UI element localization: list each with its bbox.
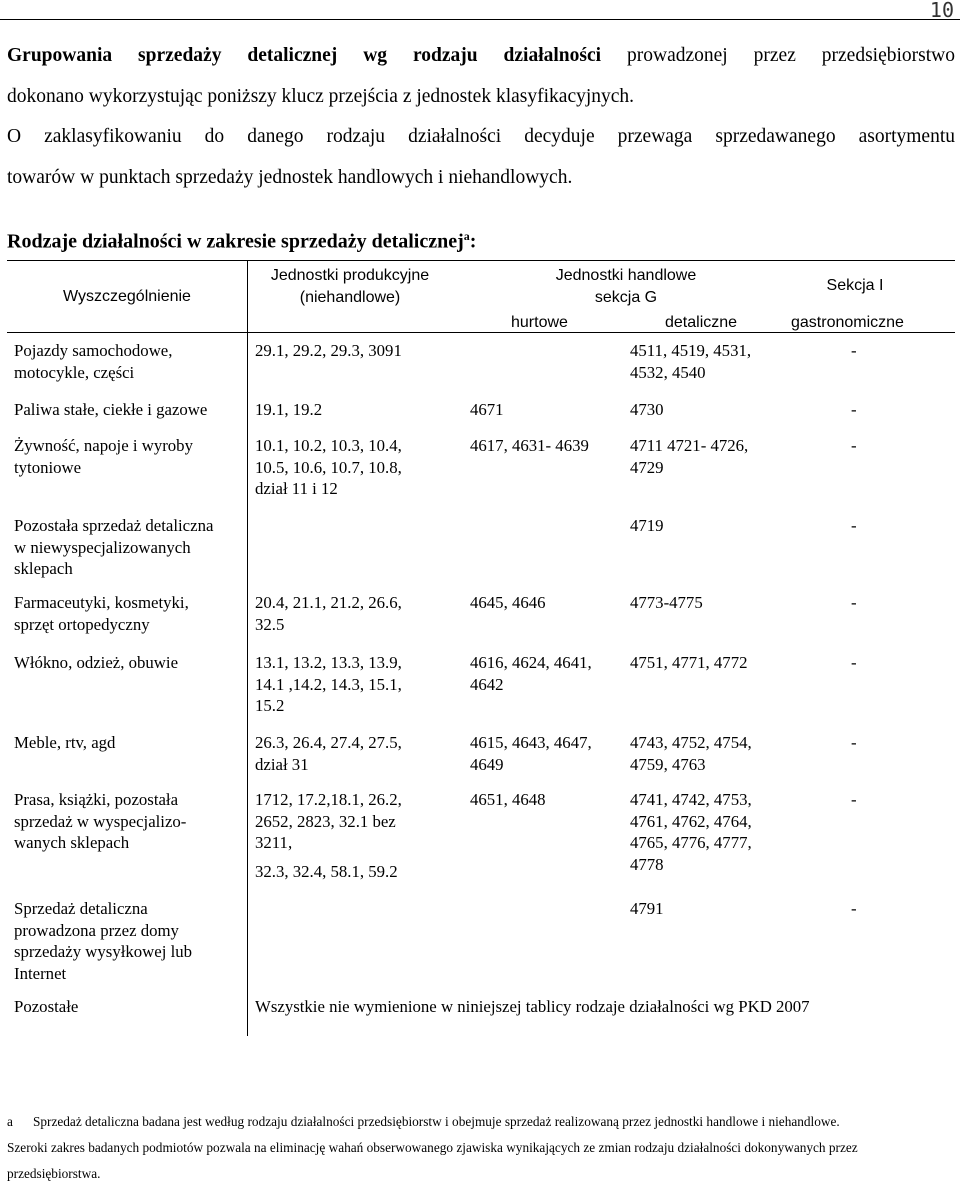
- row-8-retail: 4778: [630, 854, 664, 874]
- row-1-gastronomic: -: [851, 341, 857, 360]
- intro-line-1-rest: prowadzonej przez przedsiębiorstwo: [601, 45, 956, 66]
- row-5-production: 32.5: [255, 614, 285, 634]
- row-8-production: 1712, 17.2,18.1, 26.2,: [255, 790, 402, 809]
- header-production-units: [250, 265, 450, 308]
- row-9-name: Sprzedaż detaliczna: [14, 899, 148, 918]
- row-7-retail: 4743, 4752, 4754,: [630, 733, 752, 752]
- page-number: 10: [929, 0, 954, 22]
- row-6-production: 13.1, 13.2, 13.3, 13.9,: [255, 653, 402, 672]
- table-title-text: Rodzaje działalności w zakresie sprzedaży detalicznej: [7, 230, 464, 253]
- row-7-name: Meble, rtv, agd: [14, 733, 116, 752]
- row-1-name: Pojazdy samochodowe,: [14, 341, 173, 360]
- row-8-name: wanych sklepach: [14, 833, 130, 852]
- header-wyszczegolnienie: Wyszczególnienie: [63, 288, 191, 305]
- row-3-name: Żywność, napoje i wyroby: [14, 436, 193, 455]
- row-8-production: 2652, 2823, 32.1 bez: [255, 811, 396, 831]
- table-title: [7, 229, 476, 254]
- intro-line-3: O zaklasyfikowaniu do danego rodzaju działalności decyduje przewaga sprzedawanego asortymentu: [7, 126, 955, 147]
- row-9-name: Internet: [14, 963, 67, 983]
- row-4-retail: 4719: [630, 516, 664, 535]
- intro-line-2: dokonano wykorzystując poniższy klucz przejścia z jednostek klasyfikacyjnych.: [7, 85, 635, 107]
- row-3-retail: 4729: [630, 457, 664, 477]
- row-5-name: Farmaceutyki, kosmetyki,: [14, 593, 189, 612]
- row-7-wholesale: 4649: [470, 754, 504, 774]
- row-2-retail: 4730: [630, 400, 664, 419]
- header-production-units-line-2: (niehandlowe): [299, 288, 401, 306]
- row-6-wholesale: 4642: [470, 674, 504, 694]
- row-2-production: 19.1, 19.2: [255, 400, 323, 419]
- row-4-gastronomic: -: [851, 516, 857, 535]
- intro-line-1: [7, 36, 955, 77]
- row-7-production: 26.3, 26.4, 27.4, 27.5,: [255, 733, 402, 752]
- row-1-retail: 4532, 4540: [630, 362, 706, 382]
- row-7-production: dział 31: [255, 754, 309, 774]
- row-3-production: dział 11 i 12: [255, 479, 338, 498]
- row-3-production: 10.5, 10.6, 10.7, 10.8,: [255, 457, 402, 477]
- header-trade-units-line-2: sekcja G: [594, 288, 658, 306]
- header-wholesale: hurtowe: [511, 314, 568, 331]
- row-3-name: tytoniowe: [14, 457, 82, 477]
- table-title-suffix: :: [469, 230, 477, 253]
- row-1-name: motocykle, części: [14, 362, 135, 382]
- row-7-wholesale: 4615, 4643, 4647,: [470, 733, 592, 752]
- header-section-i: Sekcja I: [826, 277, 884, 294]
- row-5-production: 20.4, 21.1, 21.2, 26.6,: [255, 593, 402, 612]
- row-3-wholesale: 4617, 4631- 4639: [470, 436, 589, 455]
- row-7-gastronomic: -: [851, 733, 857, 752]
- row-6-gastronomic: -: [851, 653, 857, 672]
- header-retail: detaliczne: [665, 314, 738, 331]
- row-4-name: w niewyspecjalizowanych: [14, 537, 191, 557]
- row-3-production: 10.1, 10.2, 10.3, 10.4,: [255, 436, 402, 455]
- footnote-marker: a: [7, 1114, 13, 1129]
- row-6-production: 15.2: [255, 696, 285, 715]
- row-10-span-text: Wszystkie nie wymienione w niniejszej tablicy rodzaje działalności wg PKD 2007: [255, 997, 810, 1016]
- row-2-wholesale: 4671: [470, 400, 504, 419]
- row-9-retail: 4791: [630, 899, 664, 918]
- row-8-retail: 4741, 4742, 4753,: [630, 790, 752, 809]
- intro-bold-lead: Grupowania sprzedaży detalicznej wg rodzaju działalności: [7, 45, 602, 66]
- footnote-line-2: Szeroki zakres badanych podmiotów pozwala na eliminację wahań obserwowanego zjawiska wynikających ze zmian rodzaju działalności dokonywanych przez: [7, 1140, 858, 1155]
- row-5-name: sprzęt ortopedyczny: [14, 614, 150, 634]
- row-6-production: 14.1 ,14.2, 14.3, 15.1,: [255, 674, 402, 694]
- intro-paragraph: [7, 36, 955, 198]
- footnote-line-1: Sprzedaż detaliczna badana jest według rodzaju działalności przedsiębiorstw i obejmuje sprzedaż realizowaną przez jednostki handlowe i niehandlowe.: [33, 1114, 840, 1129]
- row-6-name: Włókno, odzież, obuwie: [14, 653, 179, 672]
- header-production-units-line-1: Jednostki produkcyjne: [270, 267, 430, 284]
- row-7-retail: 4759, 4763: [630, 754, 706, 774]
- row-1-retail: 4511, 4519, 4531,: [630, 341, 752, 360]
- header-trade-units: [466, 265, 786, 308]
- row-1-production: 29.1, 29.2, 29.3, 3091: [255, 341, 402, 360]
- row-3-gastronomic: -: [851, 436, 857, 455]
- row-4-name: sklepach: [14, 559, 73, 578]
- row-4-name: Pozostała sprzedaż detaliczna: [14, 516, 214, 535]
- row-9-name: sprzedaży wysyłkowej lub: [14, 942, 193, 961]
- table-top-rule: [7, 260, 955, 261]
- footnote-line-3: przedsiębiorstwa.: [7, 1166, 101, 1181]
- row-8-name: sprzedaż w wyspecjalizo-: [14, 811, 187, 831]
- row-8-production: 32.3, 32.4, 58.1, 59.2: [255, 861, 398, 881]
- row-8-wholesale: 4651, 4648: [470, 790, 546, 809]
- row-8-retail: 4765, 4776, 4777,: [630, 833, 752, 852]
- row-8-name: Prasa, książki, pozostała: [14, 790, 179, 809]
- row-3-retail: 4711 4721- 4726,: [630, 436, 749, 455]
- row-2-name: Paliwa stałe, ciekłe i gazowe: [14, 400, 208, 419]
- row-2-gastronomic: -: [851, 400, 857, 419]
- row-6-retail: 4751, 4771, 4772: [630, 653, 748, 672]
- row-6-wholesale: 4616, 4624, 4641,: [470, 653, 592, 672]
- column-divider: [247, 260, 248, 1036]
- intro-line-4: towarów w punktach sprzedaży jednostek handlowych i niehandlowych.: [7, 166, 573, 188]
- row-8-retail: 4761, 4762, 4764,: [630, 811, 752, 831]
- row-8-production: 3211,: [255, 833, 293, 852]
- row-5-gastronomic: -: [851, 593, 857, 612]
- header-gastronomic: gastronomiczne: [791, 314, 904, 331]
- header-trade-units-line-1: Jednostki handlowe: [555, 267, 697, 284]
- row-10-name: Pozostałe: [14, 997, 79, 1016]
- row-5-retail: 4773-4775: [630, 593, 703, 612]
- row-9-gastronomic: -: [851, 899, 857, 918]
- row-5-wholesale: 4645, 4646: [470, 593, 546, 612]
- row-8-gastronomic: -: [851, 790, 857, 809]
- header-rule: [0, 19, 960, 20]
- row-9-name: prowadzona przez domy: [14, 920, 179, 940]
- table-title-footnote-marker: a: [463, 229, 470, 243]
